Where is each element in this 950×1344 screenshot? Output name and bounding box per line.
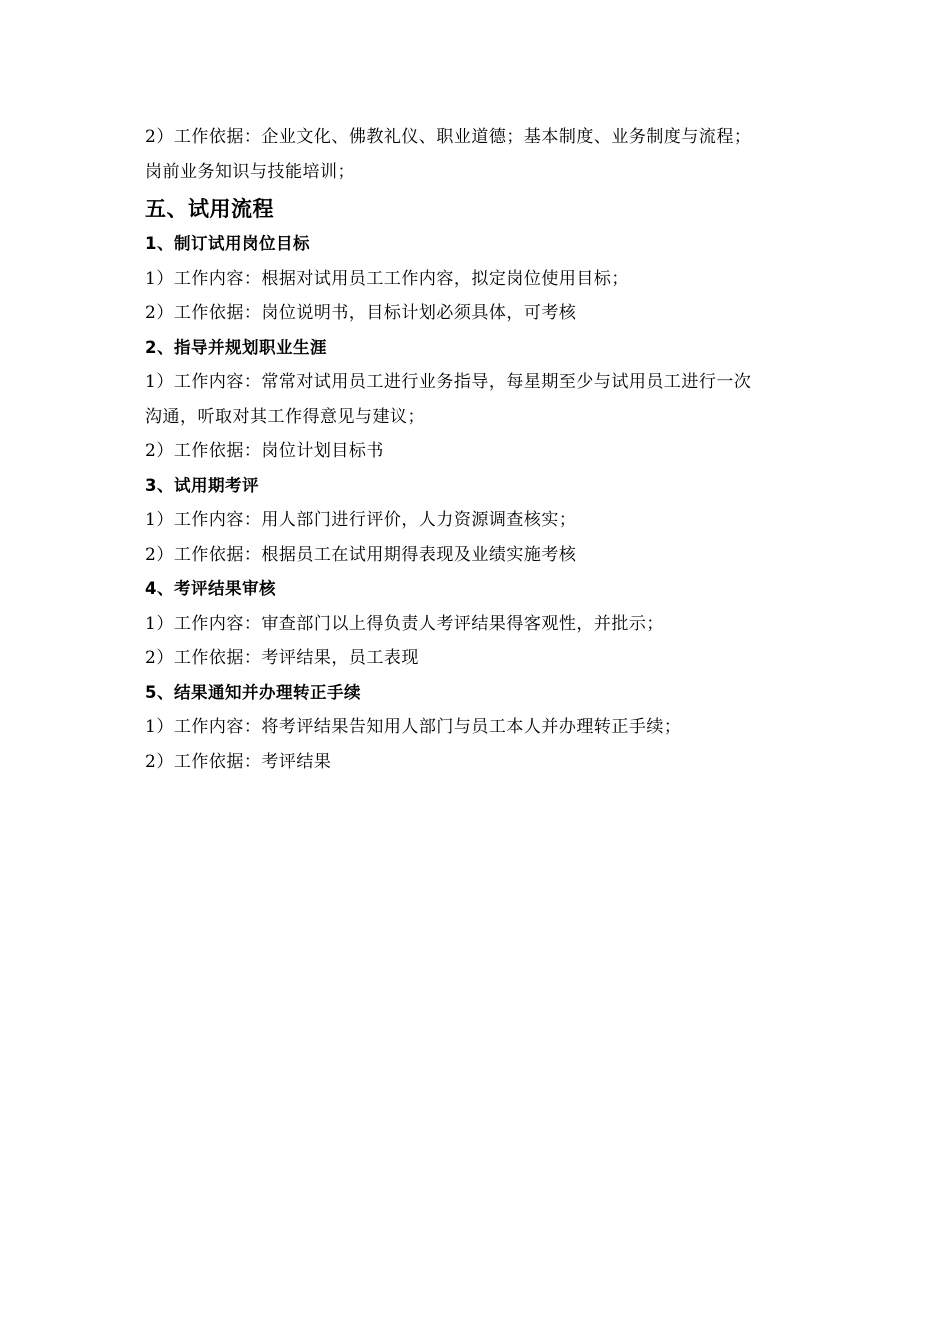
- step-1-content: 1）工作内容：根据对试用员工工作内容，拟定岗位使用目标；: [145, 268, 629, 289]
- step-1-basis: 2）工作依据：岗位说明书，目标计划必须具体，可考核: [145, 303, 577, 323]
- step-4-heading: 4、考评结果审核: [145, 579, 276, 598]
- intro-basis-line-continued: 岗前业务知识与技能培训；: [145, 161, 355, 182]
- step-2-content-continued: 沟通，听取对其工作得意见与建议；: [145, 406, 425, 427]
- step-5-basis: 2）工作依据：考评结果: [145, 751, 332, 772]
- section-title: 五、试用流程: [145, 197, 274, 221]
- step-1-heading: 1、制订试用岗位目标: [145, 234, 310, 253]
- step-2-heading: 2、指导并规划职业生涯: [145, 337, 327, 357]
- document-page: [145, 120, 825, 779]
- step-3-basis: 2）工作依据：根据员工在试用期得表现及业绩实施考核: [145, 544, 577, 565]
- step-2-basis: 2）工作依据：岗位计划目标书: [145, 441, 384, 461]
- step-5-heading: 5、结果通知并办理转正手续: [145, 682, 361, 702]
- step-3-heading: 3、试用期考评: [145, 475, 259, 495]
- step-3-content: 1）工作内容：用人部门进行评价，人力资源调查核实；: [145, 510, 577, 530]
- step-2-content: 1）工作内容：常常对试用员工进行业务指导，每星期至少与试用员工进行一次: [145, 372, 752, 392]
- step-4-content: 1）工作内容：审查部门以上得负责人考评结果得客观性，并批示；: [145, 613, 664, 634]
- step-4-basis: 2）工作依据：考评结果，员工表现: [145, 648, 419, 668]
- step-5-content: 1）工作内容：将考评结果告知用人部门与员工本人并办理转正手续；: [145, 717, 682, 737]
- intro-basis-line: 2）工作依据：企业文化、佛教礼仪、职业道德；基本制度、业务制度与流程；: [145, 127, 752, 147]
